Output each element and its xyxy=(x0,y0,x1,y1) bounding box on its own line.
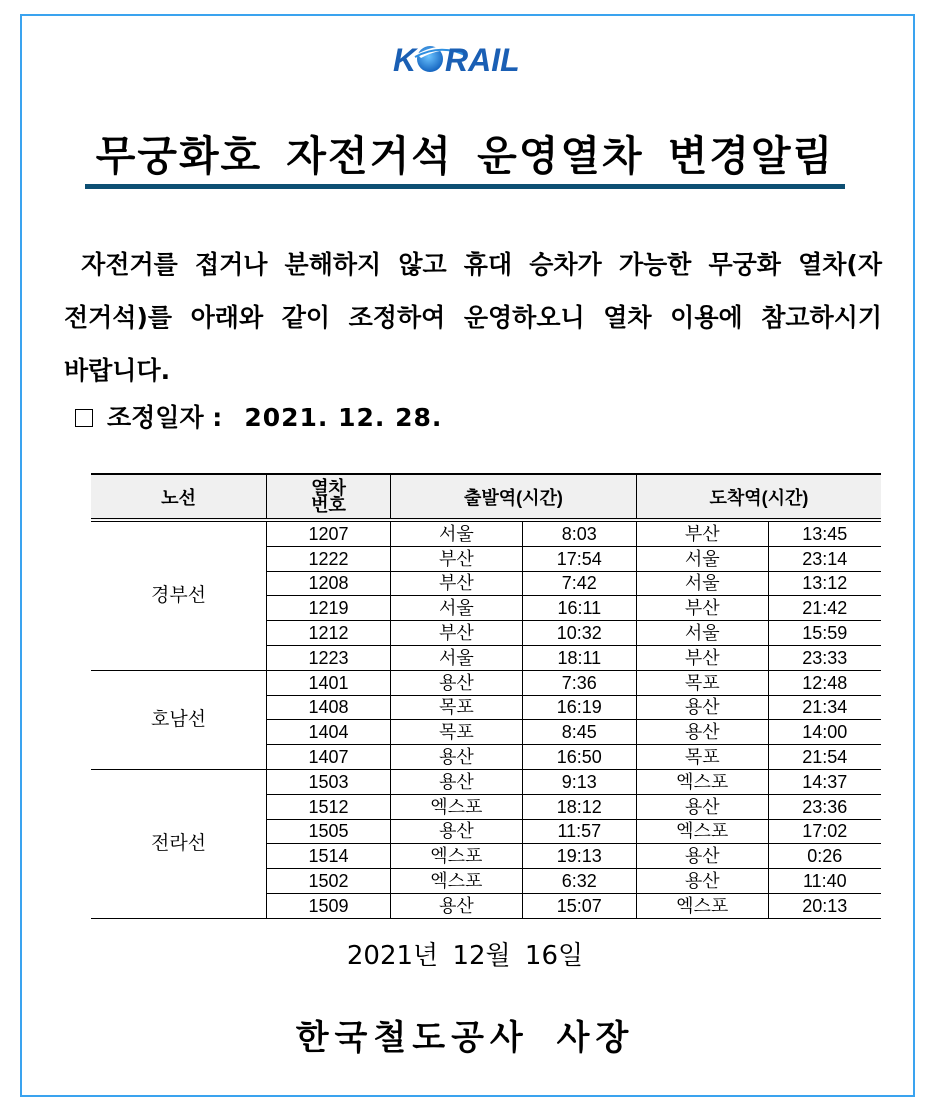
line-name-cell: 전라선 xyxy=(91,769,267,918)
dep-time-cell: 15:07 xyxy=(522,893,636,918)
dep-station-cell: 용산 xyxy=(391,769,523,794)
dep-station-cell: 용산 xyxy=(391,670,523,695)
arr-time-cell: 13:12 xyxy=(768,571,881,596)
arr-time-cell: 21:34 xyxy=(768,695,881,720)
arr-station-cell: 서울 xyxy=(636,621,768,646)
arr-station-cell: 목포 xyxy=(636,670,768,695)
train-no-cell: 1401 xyxy=(267,670,391,695)
dep-station-cell: 용산 xyxy=(391,819,523,844)
intro-text: 자전거를 접거나 분해하지 않고 휴대 승차가 가능한 무궁화 열차(자전거석)를 아래와 같이 조정하여 운영하오니 열차 이용에 참고하시기 바랍니다. xyxy=(64,250,882,385)
arr-time-cell: 15:59 xyxy=(768,621,881,646)
arr-time-cell: 11:40 xyxy=(768,869,881,894)
dep-station-cell: 엑스포 xyxy=(391,844,523,869)
arr-time-cell: 20:13 xyxy=(768,893,881,918)
table-row xyxy=(91,769,881,794)
dep-time-cell: 8:03 xyxy=(522,520,636,546)
arr-station-cell: 용산 xyxy=(636,794,768,819)
header-arrival: 도착역(시간) xyxy=(636,474,881,520)
page-title: 무궁화호 자전거석 운영열차 변경알림 xyxy=(95,132,835,180)
table-row xyxy=(91,670,881,695)
arr-station-cell: 용산 xyxy=(636,869,768,894)
dep-station-cell: 부산 xyxy=(391,571,523,596)
arr-time-cell: 14:00 xyxy=(768,720,881,745)
arr-station-cell: 부산 xyxy=(636,596,768,621)
dep-station-cell: 서울 xyxy=(391,645,523,670)
arr-station-cell: 부산 xyxy=(636,520,768,546)
table-header-row xyxy=(91,474,881,520)
adjustment-label: 조정일자 : xyxy=(107,403,223,432)
dep-station-cell: 엑스포 xyxy=(391,869,523,894)
adjustment-date xyxy=(75,398,442,434)
arr-station-cell: 목포 xyxy=(636,745,768,770)
train-no-cell: 1219 xyxy=(267,596,391,621)
arr-time-cell: 17:02 xyxy=(768,819,881,844)
svg-text:K: K xyxy=(393,42,417,78)
train-no-cell: 1512 xyxy=(267,794,391,819)
dep-station-cell: 부산 xyxy=(391,546,523,571)
train-no-cell: 1509 xyxy=(267,893,391,918)
dep-station-cell: 엑스포 xyxy=(391,794,523,819)
dep-time-cell: 9:13 xyxy=(522,769,636,794)
train-no-cell: 1223 xyxy=(267,645,391,670)
train-no-cell: 1503 xyxy=(267,769,391,794)
arr-station-cell: 부산 xyxy=(636,645,768,670)
schedule-table xyxy=(91,473,881,919)
korail-logo xyxy=(393,38,543,78)
arr-time-cell: 23:36 xyxy=(768,794,881,819)
dep-station-cell: 서울 xyxy=(391,520,523,546)
header-line: 노선 xyxy=(91,474,267,520)
line-name-cell: 호남선 xyxy=(91,670,267,769)
title-underline xyxy=(85,184,845,189)
train-no-cell: 1208 xyxy=(267,571,391,596)
arr-station-cell: 용산 xyxy=(636,720,768,745)
intro-paragraph xyxy=(64,238,882,397)
train-no-cell: 1408 xyxy=(267,695,391,720)
arr-station-cell: 서울 xyxy=(636,546,768,571)
arr-station-cell: 엑스포 xyxy=(636,893,768,918)
dep-time-cell: 10:32 xyxy=(522,621,636,646)
square-bullet-icon xyxy=(75,409,93,427)
train-no-cell: 1222 xyxy=(267,546,391,571)
dep-time-cell: 19:13 xyxy=(522,844,636,869)
arr-station-cell: 엑스포 xyxy=(636,769,768,794)
dep-station-cell: 목포 xyxy=(391,720,523,745)
arr-station-cell: 서울 xyxy=(636,571,768,596)
dep-time-cell: 18:12 xyxy=(522,794,636,819)
train-no-cell: 1505 xyxy=(267,819,391,844)
train-no-cell: 1212 xyxy=(267,621,391,646)
dep-time-cell: 11:57 xyxy=(522,819,636,844)
dep-time-cell: 16:19 xyxy=(522,695,636,720)
arr-station-cell: 용산 xyxy=(636,844,768,869)
arr-time-cell: 0:26 xyxy=(768,844,881,869)
train-no-cell: 1502 xyxy=(267,869,391,894)
table-row xyxy=(91,520,881,546)
arr-time-cell: 23:14 xyxy=(768,546,881,571)
header-train-no-2: 번호 xyxy=(311,494,346,515)
arr-time-cell: 12:48 xyxy=(768,670,881,695)
line-name-cell: 경부선 xyxy=(91,520,267,670)
dep-station-cell: 서울 xyxy=(391,596,523,621)
dep-time-cell: 7:36 xyxy=(522,670,636,695)
dep-time-cell: 6:32 xyxy=(522,869,636,894)
train-no-cell: 1407 xyxy=(267,745,391,770)
dep-time-cell: 18:11 xyxy=(522,645,636,670)
arr-station-cell: 용산 xyxy=(636,695,768,720)
dep-station-cell: 용산 xyxy=(391,745,523,770)
arr-time-cell: 13:45 xyxy=(768,520,881,546)
arr-time-cell: 21:42 xyxy=(768,596,881,621)
dep-time-cell: 17:54 xyxy=(522,546,636,571)
signer: 한국철도공사 사장 xyxy=(295,1018,635,1058)
train-no-cell: 1514 xyxy=(267,844,391,869)
dep-station-cell: 목포 xyxy=(391,695,523,720)
sign-date: 2021년 12월 16일 xyxy=(346,941,584,971)
dep-time-cell: 16:11 xyxy=(522,596,636,621)
arr-time-cell: 14:37 xyxy=(768,769,881,794)
svg-text:RAIL: RAIL xyxy=(445,42,520,78)
dep-time-cell: 7:42 xyxy=(522,571,636,596)
header-train-no-1: 열차 xyxy=(311,477,346,498)
dep-time-cell: 16:50 xyxy=(522,745,636,770)
dep-time-cell: 8:45 xyxy=(522,720,636,745)
arr-time-cell: 23:33 xyxy=(768,645,881,670)
arr-time-cell: 21:54 xyxy=(768,745,881,770)
adjustment-value: 2021. 12. 28. xyxy=(244,403,443,432)
train-no-cell: 1207 xyxy=(267,520,391,546)
header-train-no xyxy=(267,474,391,520)
arr-station-cell: 엑스포 xyxy=(636,819,768,844)
dep-station-cell: 부산 xyxy=(391,621,523,646)
dep-station-cell: 용산 xyxy=(391,893,523,918)
train-no-cell: 1404 xyxy=(267,720,391,745)
header-departure: 출발역(시간) xyxy=(391,474,637,520)
